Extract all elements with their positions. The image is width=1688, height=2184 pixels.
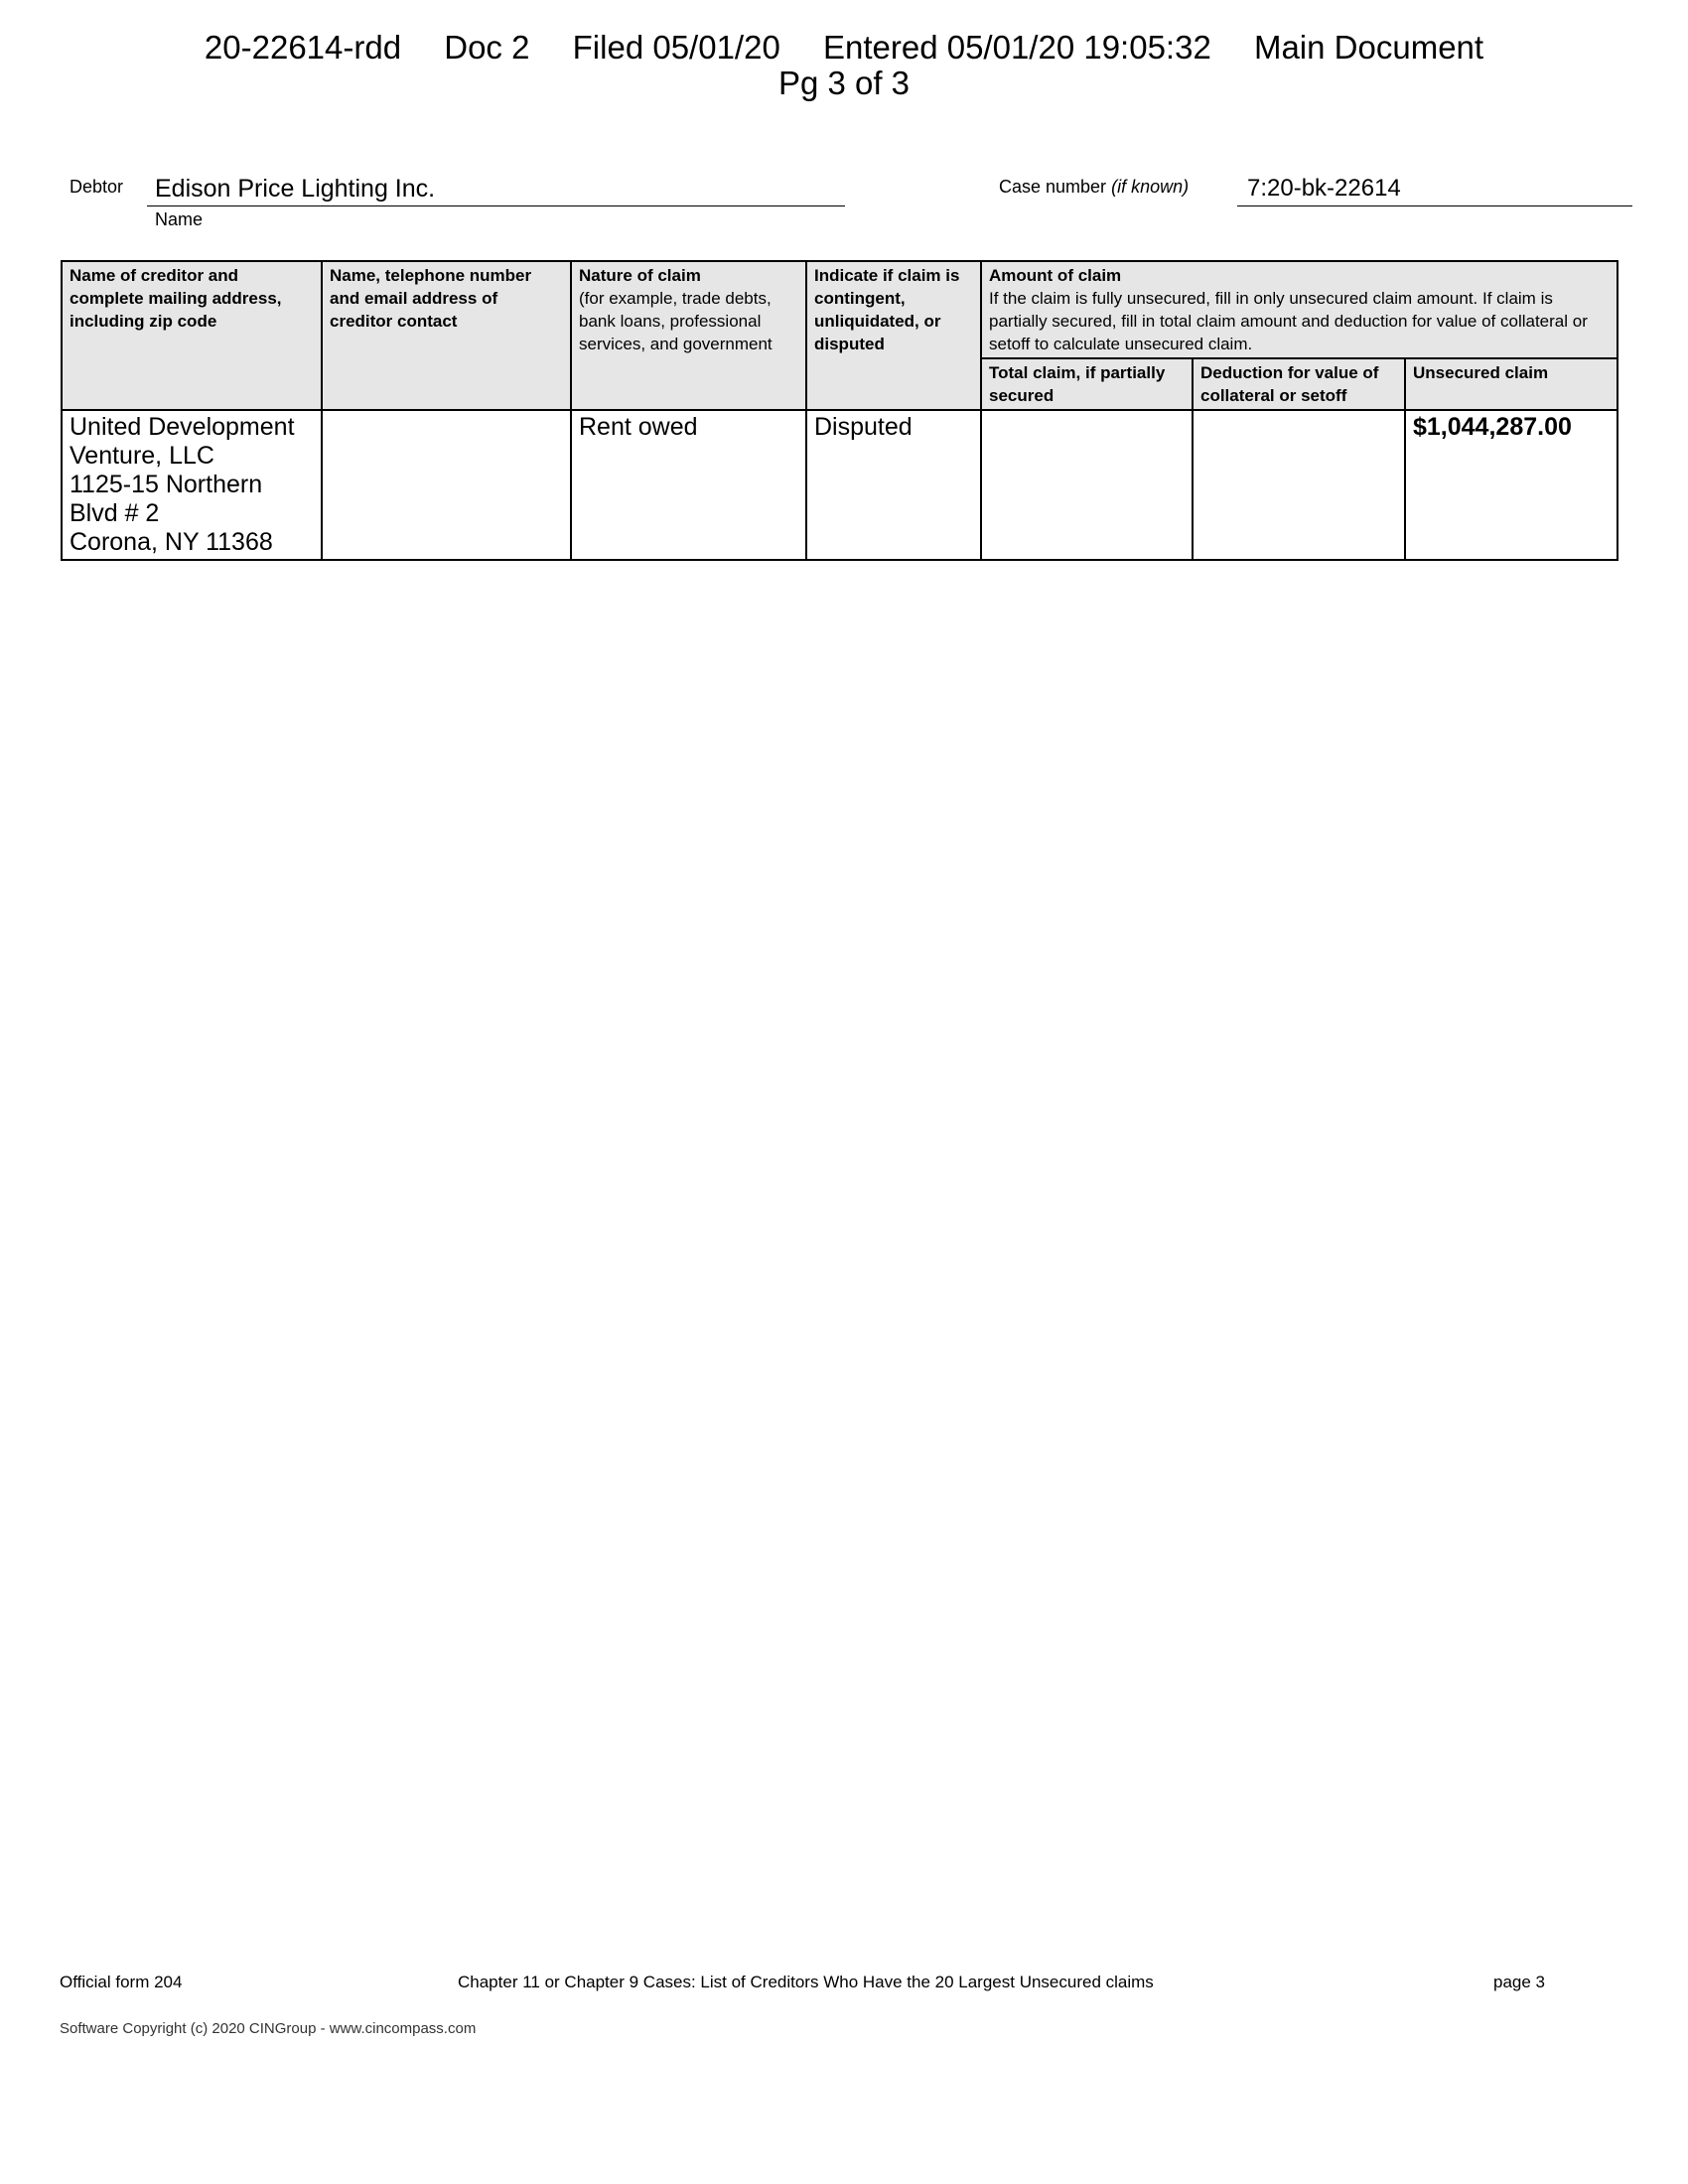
cell-nature-of-claim: Rent owed — [571, 410, 806, 560]
cell-deduction — [1193, 410, 1405, 560]
case-number-label-text: Case number — [999, 177, 1107, 197]
header-claim-status: Indicate if claim is contingent, unliquidated, or disputed — [806, 261, 981, 410]
footer-form-title: Chapter 11 or Chapter 9 Cases: List of Creditors Who Have the 20 Largest Unsecured claims — [458, 1973, 1154, 1991]
header-creditor-contact: Name, telephone number and email address of creditor contact — [322, 261, 571, 410]
name-label: Name — [155, 209, 204, 229]
header-total-claim: Total claim, if partially secured — [981, 358, 1193, 410]
footer-copyright: Software Copyright (c) 2020 CINGroup - www.cincompass.com — [60, 2020, 477, 2037]
court-filing-stamp — [0, 30, 1688, 101]
stamp-document-type: Main Document — [1253, 29, 1484, 66]
creditor-address-line: 1125-15 Northern — [70, 471, 263, 498]
case-number-label — [999, 177, 1189, 198]
header-amount-of-claim: Amount of claim If the claim is fully unsecured, fill in only unsecured claim amount. If claim is partially secured, fill in total claim amount and deduction for value of collateral or setoff to calculate unsecured claim. — [981, 261, 1618, 358]
footer-page-number: page 3 — [1493, 1973, 1545, 1991]
stamp-page-count: Pg 3 of 3 — [777, 65, 911, 101]
cell-total-claim — [981, 410, 1193, 560]
creditor-name-line: Venture, LLC — [70, 442, 214, 470]
creditor-name-line: United Development — [70, 413, 295, 441]
header-unsecured-claim: Unsecured claim — [1405, 358, 1618, 410]
cell-claim-status: Disputed — [806, 410, 981, 560]
header-creditor-name: Name of creditor and complete mailing address, including zip code — [62, 261, 322, 410]
case-number-note: (if known) — [1111, 177, 1190, 197]
creditor-address-line: Blvd # 2 — [70, 499, 160, 527]
debtor-label: Debtor — [70, 177, 124, 197]
stamp-filed-date: Filed 05/01/20 — [572, 29, 780, 66]
table-row — [62, 410, 1618, 560]
case-number-value: 7:20-bk-22614 — [1237, 175, 1632, 206]
header-deduction: Deduction for value of collateral or setoff — [1193, 358, 1405, 410]
table-header-row — [62, 261, 1618, 358]
cell-creditor-address — [62, 410, 322, 560]
amount-of-claim-note: If the claim is fully unsecured, fill in only unsecured claim amount. If claim is partially secured, fill in total claim amount and deduction for value of collateral or setoff to calculate unsecured claim. — [989, 289, 1588, 353]
cell-unsecured-claim: $1,044,287.00 — [1405, 410, 1618, 560]
creditor-address-line: Corona, NY 11368 — [70, 528, 273, 556]
header-nature-of-claim: Nature of claim (for example, trade debts, bank loans, professional services, and government — [571, 261, 806, 410]
stamp-doc-number: Doc 2 — [444, 29, 530, 66]
debtor-name: Edison Price Lighting Inc. — [147, 175, 845, 206]
stamp-entered-date: Entered 05/01/20 19:05:32 — [822, 29, 1211, 66]
creditor-claims-table — [61, 260, 1618, 561]
nature-of-claim-note: (for example, trade debts, bank loans, professional services, and government — [579, 289, 773, 353]
footer-form-number: Official form 204 — [60, 1973, 183, 1991]
cell-creditor-contact — [322, 410, 571, 560]
stamp-case-number: 20-22614-rdd — [204, 29, 402, 66]
